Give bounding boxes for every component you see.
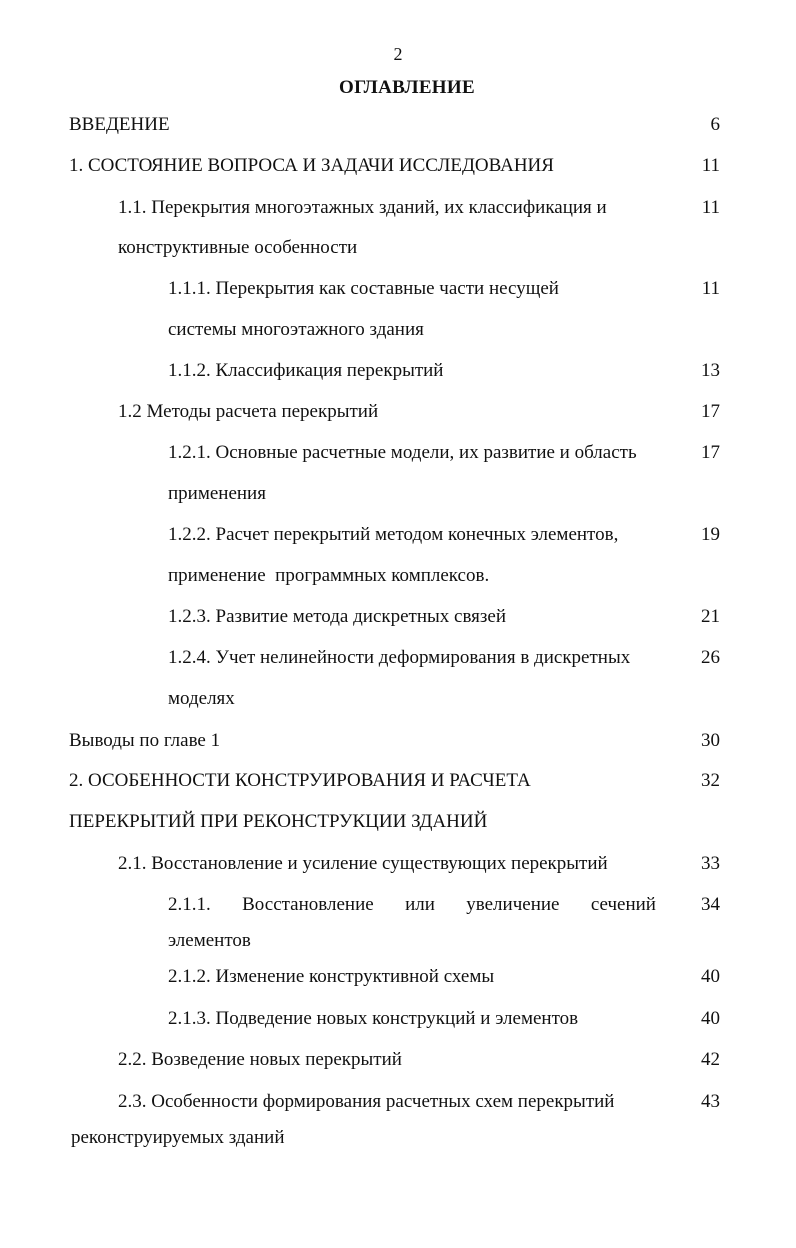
toc-page-2-3: 43 [701, 1091, 720, 1112]
toc-entry-chapter-1: 1. СОСТОЯНИЕ ВОПРОСА И ЗАДАЧИ ИССЛЕДОВАНИЯ [69, 155, 554, 176]
toc-page-2-1-2: 40 [701, 966, 720, 987]
toc-page-2-1-1: 34 [701, 894, 720, 915]
toc-entry-1-1-line1: 1.1. Перекрытия многоэтажных зданий, их классификация и [118, 197, 607, 218]
toc-entry-2-1-2: 2.1.2. Изменение конструктивной схемы [168, 966, 495, 987]
toc-entry-1-2-3: 1.2.3. Развитие метода дискретных связей [168, 606, 507, 627]
toc-page-2-1: 33 [701, 853, 720, 874]
toc-word: 2.1.1. [168, 894, 211, 915]
toc-page-1-2-1: 17 [701, 442, 720, 463]
toc-entry-1-1-2: 1.1.2. Классификация перекрытий [168, 360, 444, 381]
toc-page-1-1-2: 13 [701, 360, 720, 381]
toc-entry-1-2-2-line1: 1.2.2. Расчет перекрытий методом конечных элементов, [168, 524, 619, 545]
toc-page-chapter-1: 11 [701, 155, 720, 176]
toc-page-1-2-4: 26 [701, 647, 720, 668]
toc-entry-chapter-2-line2: ПЕРЕКРЫТИЙ ПРИ РЕКОНСТРУКЦИИ ЗДАНИЙ [69, 811, 488, 832]
toc-page-1-2-2: 19 [701, 524, 720, 545]
toc-entry-1-2-4-line1: 1.2.4. Учет нелинейности деформирования в дискретных [168, 647, 631, 668]
toc-title: ОГЛАВЛЕНИЕ [339, 77, 475, 98]
toc-entry-2-1: 2.1. Восстановление и усиление существующих перекрытий [118, 853, 608, 874]
toc-entry-2-1-3: 2.1.3. Подведение новых конструкций и элементов [168, 1008, 579, 1029]
toc-entry-1-2: 1.2 Методы расчета перекрытий [118, 401, 379, 422]
toc-entry-2-1-1-line2: элементов [168, 930, 251, 951]
toc-entry-intro: ВВЕДЕНИЕ [69, 114, 170, 135]
toc-entry-2-2: 2.2. Возведение новых перекрытий [118, 1049, 402, 1070]
toc-page-2-2: 42 [701, 1049, 720, 1070]
toc-page-intro: 6 [710, 114, 720, 135]
toc-word: сечений [590, 894, 656, 915]
toc-word: или [405, 894, 435, 915]
toc-page-1-2-3: 21 [701, 606, 720, 627]
toc-page-2-1-3: 40 [701, 1008, 720, 1029]
toc-entry-conclusions-1: Выводы по главе 1 [69, 730, 221, 751]
toc-word: Восстановление [242, 894, 374, 915]
toc-entry-1-1-1-line2: системы многоэтажного здания [168, 319, 424, 340]
toc-entry-1-1-line2: конструктивные особенности [118, 237, 358, 258]
toc-entry-1-2-4-line2: моделях [168, 688, 235, 709]
toc-page-1-1-1: 11 [701, 278, 720, 299]
toc-page-1-1: 11 [701, 197, 720, 218]
toc-entry-2-3-line1: 2.3. Особенности формирования расчетных схем перекрытий [118, 1091, 615, 1112]
toc-page-chapter-2: 32 [701, 770, 720, 791]
toc-entry-2-1-1-line1 [168, 894, 656, 916]
toc-word: увеличение [466, 894, 560, 915]
toc-entry-chapter-2-line1: 2. ОСОБЕННОСТИ КОНСТРУИРОВАНИЯ И РАСЧЕТА [69, 770, 531, 791]
toc-page-1-2: 17 [701, 401, 720, 422]
toc-entry-2-3-line2: реконструируемых зданий [71, 1127, 285, 1148]
page-number: 2 [393, 44, 403, 64]
toc-entry-1-2-1-line2: применения [168, 483, 266, 504]
toc-page-conclusions-1: 30 [701, 730, 720, 751]
toc-entry-1-2-1-line1: 1.2.1. Основные расчетные модели, их развитие и область [168, 442, 637, 463]
toc-entry-1-1-1-line1: 1.1.1. Перекрытия как составные части несущей [168, 278, 559, 299]
toc-entry-1-2-2-line2: применение программных комплексов. [168, 565, 490, 586]
